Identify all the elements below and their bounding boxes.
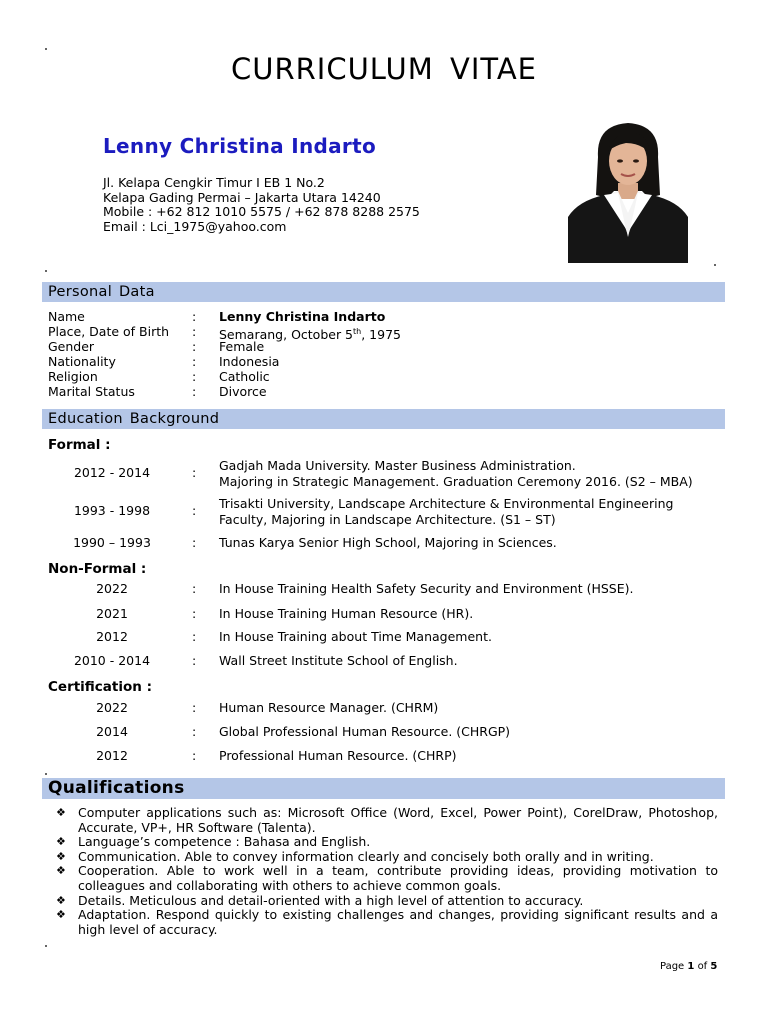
- row-colon: :: [192, 384, 197, 399]
- edu-colon: :: [192, 700, 197, 715]
- diamond-bullet-icon: ❖: [56, 864, 66, 878]
- row-label: Religion: [48, 369, 98, 384]
- page-current: 1: [687, 961, 695, 972]
- edu-year: 2012: [96, 629, 128, 644]
- edu-year: 1993 - 1998: [73, 503, 151, 518]
- row-value: Lenny Christina Indarto: [219, 309, 386, 324]
- edu-description: Human Resource Manager. (CHRM): [219, 700, 439, 715]
- email-line: Email : Lci_1975@yahoo.com: [103, 218, 287, 234]
- qualifications-heading: Qualifications: [42, 778, 725, 799]
- edu-year: 2010 - 2014: [73, 653, 151, 668]
- address-line-2: Kelapa Gading Permai – Jakarta Utara 14240: [103, 189, 381, 205]
- row-colon: :: [192, 369, 197, 384]
- edu-description: [219, 458, 739, 489]
- qualification-item: [56, 894, 718, 909]
- diamond-bullet-icon: ❖: [56, 893, 66, 907]
- edu-year: 2022: [96, 700, 128, 715]
- profile-photo: [568, 117, 688, 263]
- margin-mark: [45, 945, 47, 947]
- margin-mark: [45, 270, 47, 272]
- edu-description: Global Professional Human Resource. (CHRGP): [219, 724, 511, 739]
- qualification-text: Cooperation. Able to work well in a team, contribute providing ideas, providing motivation to colleagues and collaborating with others to achieve common goals.: [78, 863, 718, 893]
- nonformal-row: [48, 606, 728, 622]
- row-colon: :: [192, 339, 197, 354]
- certification-row: [48, 748, 728, 764]
- edu-description: [219, 535, 739, 551]
- contact-block: [103, 176, 420, 234]
- mobile-line: Mobile : +62 812 1010 5575 / +62 878 8288 2575: [103, 204, 420, 220]
- edu-colon: :: [192, 724, 197, 739]
- of-word: of: [697, 961, 708, 972]
- formal-row: [48, 458, 728, 490]
- formal-row: [48, 535, 728, 551]
- edu-line: Majoring in Strategic Management. Graduation Ceremony 2016. (S2 – MBA): [219, 473, 693, 489]
- margin-mark: [714, 264, 716, 266]
- qualification-item: [56, 908, 718, 937]
- nonformal-row: [48, 581, 728, 597]
- edu-description: In House Training Human Resource (HR).: [219, 606, 474, 621]
- candidate-name: Lenny Christina Indarto: [103, 134, 376, 158]
- edu-colon: :: [192, 629, 197, 644]
- page-number: [660, 961, 717, 972]
- row-value: Female: [219, 339, 265, 354]
- personal-data-heading: Personal Data: [42, 282, 725, 302]
- page-word: Page: [660, 961, 685, 972]
- edu-year: 2014: [96, 724, 128, 739]
- edu-year: 2012 - 2014: [73, 465, 151, 480]
- edu-line: Faculty, Majoring in Landscape Architecture. (S1 – ST): [219, 511, 556, 527]
- nonformal-row: [48, 629, 728, 645]
- row-label: Name: [48, 309, 85, 324]
- edu-year: 2021: [96, 606, 128, 621]
- diamond-bullet-icon: ❖: [56, 849, 66, 863]
- edu-year: 2022: [96, 581, 128, 596]
- edu-colon: :: [192, 653, 197, 668]
- edu-year: 1990 – 1993: [73, 535, 151, 550]
- qualification-text: Communication. Able to convey information clearly and concisely both orally and in writing.: [78, 848, 654, 864]
- row-value: Catholic: [219, 369, 270, 384]
- qualification-text: Details. Meticulous and detail-oriented with a high level of attention to accuracy.: [78, 892, 584, 908]
- qualification-item: [56, 850, 718, 865]
- margin-mark: [45, 48, 47, 50]
- address-line-1: Jl. Kelapa Cengkir Timur I EB 1 No.2: [103, 175, 325, 190]
- row-value: Indonesia: [219, 354, 280, 369]
- qualification-text: Language’s competence : Bahasa and English.: [78, 834, 371, 850]
- diamond-bullet-icon: ❖: [56, 835, 66, 849]
- row-colon: :: [192, 309, 197, 324]
- edu-colon: :: [192, 581, 197, 596]
- formal-label: Formal :: [48, 437, 111, 453]
- diamond-bullet-icon: ❖: [56, 806, 66, 819]
- edu-description: Professional Human Resource. (CHRP): [219, 748, 457, 763]
- qualification-item: [56, 864, 718, 893]
- edu-colon: :: [192, 503, 197, 518]
- row-label: Place, Date of Birth: [48, 324, 170, 339]
- nonformal-label: Non-Formal :: [48, 561, 147, 577]
- qualification-text: Adaptation. Respond quickly to existing challenges and changes, providing significant results and a high level of accuracy.: [78, 907, 718, 937]
- margin-mark: [45, 773, 47, 775]
- edu-colon: :: [192, 606, 197, 621]
- diamond-bullet-icon: ❖: [56, 908, 66, 922]
- edu-line: Gadjah Mada University. Master Business Administration.: [219, 458, 576, 473]
- edu-colon: :: [192, 535, 197, 550]
- edu-colon: :: [192, 465, 197, 480]
- edu-description: [219, 496, 739, 527]
- edu-year: 2012: [96, 748, 128, 763]
- row-colon: :: [192, 354, 197, 369]
- edu-line: Tunas Karya Senior High School, Majoring in Sciences.: [219, 535, 557, 550]
- row-label: Nationality: [48, 354, 116, 369]
- row-label: Gender: [48, 339, 95, 354]
- edu-description: In House Training Health Safety Security and Environment (HSSE).: [219, 581, 634, 596]
- certification-label: Certification :: [48, 679, 152, 695]
- nonformal-row: [48, 653, 728, 669]
- education-heading: Education Background: [42, 409, 725, 429]
- qualification-item: [56, 835, 718, 850]
- certification-row: [48, 700, 728, 716]
- row-value: Divorce: [219, 384, 267, 399]
- row-value: Semarang, October 5th, 1975: [219, 327, 401, 343]
- edu-description: Wall Street Institute School of English.: [219, 653, 458, 668]
- page-total: 5: [710, 961, 718, 972]
- formal-row: [48, 496, 728, 528]
- qualification-text: Computer applications such as: Microsoft Office (Word, Excel, Power Point), CorelDraw, Photoshop, Accurate, VP+, HR Software (Talenta).: [78, 805, 718, 835]
- edu-description: In House Training about Time Management.: [219, 629, 492, 644]
- edu-line: Trisakti University, Landscape Architecture & Environmental Engineering: [219, 496, 674, 511]
- document-title: CURRICULUM VITAE: [231, 52, 537, 86]
- qualifications-list: [56, 806, 718, 937]
- qualification-item: [56, 806, 718, 835]
- row-colon: :: [192, 324, 197, 339]
- certification-row: [48, 724, 728, 740]
- row-label: Marital Status: [48, 384, 135, 399]
- edu-colon: :: [192, 748, 197, 763]
